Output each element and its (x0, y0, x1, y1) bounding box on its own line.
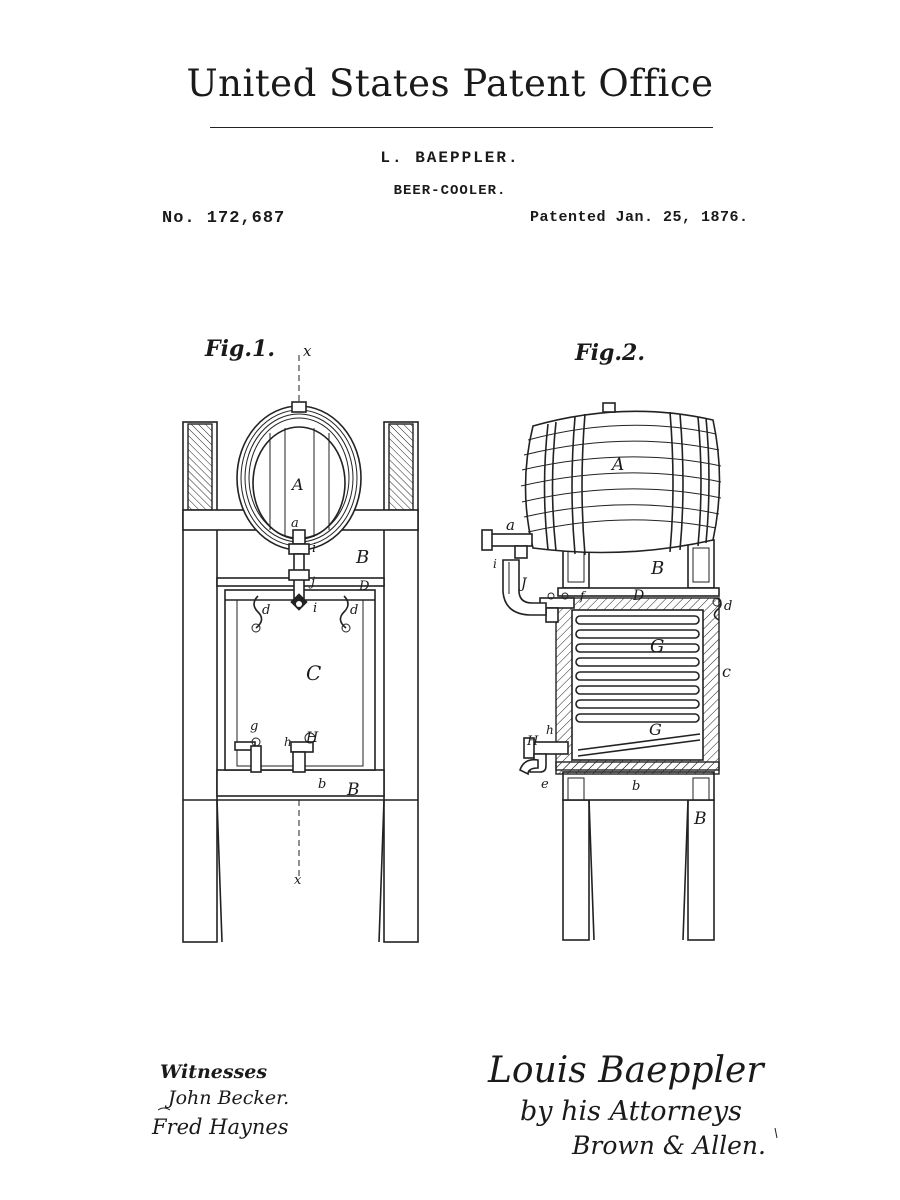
fig1-bung (292, 402, 306, 412)
signature-block (151, 1050, 777, 1160)
fig2-label-B-lower: B (694, 809, 707, 829)
fig2-label-H: H (527, 734, 539, 749)
patent-date: Patented Jan. 25, 1876. (530, 209, 749, 226)
fig2-left-leg (563, 800, 589, 940)
fig2-tap-a (486, 534, 532, 546)
figure-1 (183, 336, 418, 942)
fig1-label-A: A (292, 475, 304, 494)
fig1-label-d-right: d (350, 603, 359, 618)
fig1-label-B-upper: B (356, 547, 370, 568)
fig2-label-B-upper: B (651, 558, 665, 579)
fig2-label-G-coil: G (650, 636, 665, 657)
witnesses-label: Witnesses (160, 1061, 268, 1083)
fig2-label-i: i (493, 557, 497, 571)
fig1-right-post (389, 424, 413, 510)
figure-2 (482, 340, 732, 940)
fig2-label-G-lower: G (649, 720, 662, 739)
fig2-label-f: f (580, 589, 585, 603)
witness-2-signature: Fred Haynes (152, 1115, 289, 1139)
fig2-label-b: b (632, 779, 641, 794)
fig2-label-d-right: d (724, 599, 733, 614)
fig2-label-a: a (506, 516, 515, 534)
fig2-box-bottom (556, 762, 719, 774)
fig1-label-a: a (291, 516, 299, 531)
patent-number: No. 172,687 (162, 209, 286, 228)
fig2-right-post (688, 540, 714, 588)
fig1-label-H: H (306, 730, 319, 746)
fig1-title (204, 336, 275, 362)
fig1-label-h: h (284, 735, 292, 749)
fig2-label-A: A (612, 455, 625, 475)
fig2-label-h: h (546, 723, 554, 737)
fig1-label-d-left: d (262, 603, 271, 618)
fig2-label-D: D (633, 588, 645, 604)
fig1-label-i-top: i (312, 541, 317, 556)
fig1-label-x-bottom: x (294, 873, 302, 888)
fig1-label: Fig.1. (205, 336, 275, 362)
fig2-bung (603, 403, 615, 412)
office-title: United States Patent Office (186, 62, 714, 105)
inventor-name: L. BAEPPLER. (380, 149, 520, 167)
witness-1-signature: John Becker. (168, 1087, 290, 1109)
fig2-label-c: c (722, 662, 731, 681)
inventor-signature: Louis Baeppler (488, 1050, 764, 1091)
fig1-label-B-lower: B (347, 780, 360, 800)
fig1-label-j: j (311, 575, 316, 590)
fig2-cooler-box (556, 598, 721, 774)
attorneys-name: Brown & Allen. (572, 1131, 766, 1160)
attorneys-line: by his Attorneys (520, 1096, 742, 1127)
fig1-label-g: g (250, 719, 259, 734)
fig2-title (574, 340, 645, 366)
fig2-barrel (521, 403, 721, 555)
invention-title: BEER-COOLER. (393, 183, 507, 199)
fig1-label-C: C (306, 661, 322, 685)
fig1-label-D: D (359, 579, 370, 594)
fig2-label-J: J (521, 576, 527, 592)
fig2-label: Fig.2. (575, 340, 645, 366)
fig1-left-post (188, 424, 212, 510)
fig1-label-b: b (318, 777, 327, 792)
fig1-label-i-mid: i (313, 601, 318, 616)
fig1-label-x-top: x (303, 342, 312, 360)
fig2-label-e: e (541, 777, 549, 792)
